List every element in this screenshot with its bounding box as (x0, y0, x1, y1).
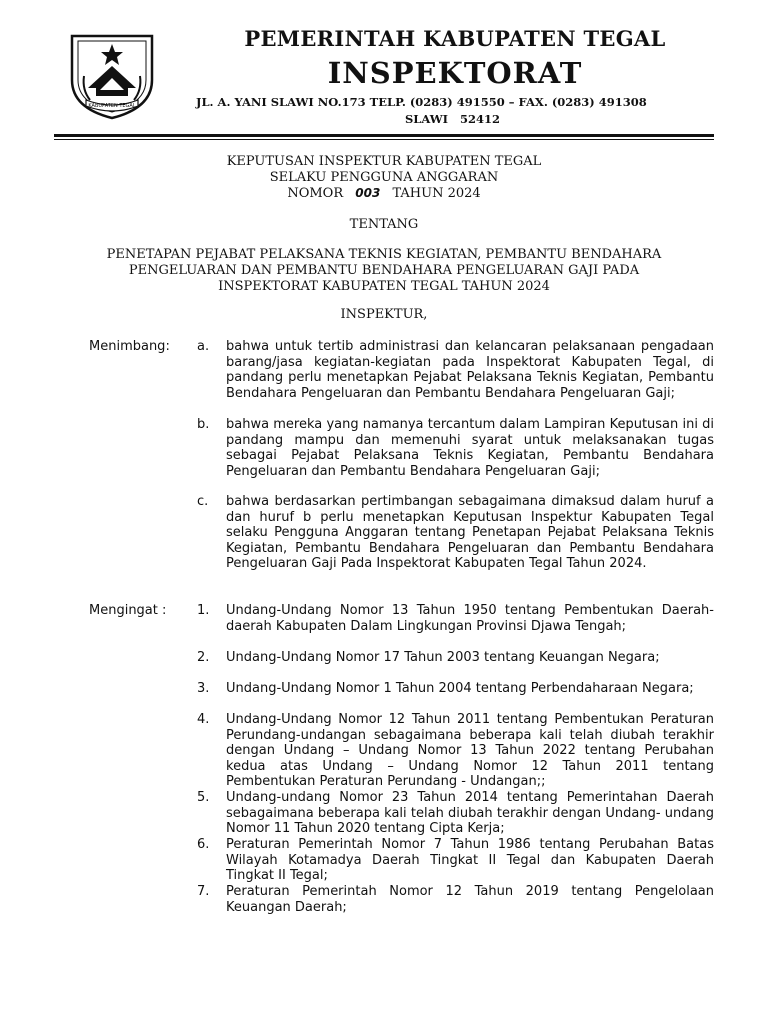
menimbang-item-a: bahwa untuk tertib administrasi dan kelancaran pelaksanaan pengadaan barang/jasa kegiatan-kegiatan pada Inspektorat Kabupaten Tegal, di pandang perlu menetapkan Pejabat Pelaksana Teknis Kegiatan, Pembantu Bendahara Pengeluaran dan Pembantu Bendahara Pengeluaran Gaji; (226, 339, 714, 401)
menimbang-item-b: bahwa mereka yang namanya tercantum dalam Lampiran Keputusan ini di pandang mampu dan memenuhi syarat untuk melaksanakan tugas sebagai Pejabat Pelaksana Teknis Kegiatan, Pembantu Bendahara Pengeluaran dan Pembantu Bendahara Pengeluaran Gaji; (226, 417, 714, 479)
letterhead-rule-thin (54, 139, 714, 140)
decree-title-line1: KEPUTUSAN INSPEKTUR KABUPATEN TEGAL (226, 154, 542, 169)
item-marker: 7. (197, 884, 210, 899)
mengingat-item-7: Peraturan Pemerintah Nomor 12 Tahun 2019 tentang Pengelolaan Keuangan Daerah; (226, 884, 714, 915)
kabupaten-tegal-emblem-icon (64, 30, 160, 122)
item-marker: 4. (197, 712, 210, 727)
item-marker: a. (197, 339, 210, 354)
subject-line: PENGELUARAN DAN PEMBANTU BENDAHARA PENGELUARAN GAJI PADA (128, 263, 640, 278)
item-marker: 1. (197, 603, 210, 618)
mengingat-item-3: Undang-Undang Nomor 1 Tahun 2004 tentang Perbendaharaan Negara; (226, 681, 694, 696)
mengingat-label: Mengingat : (89, 603, 167, 618)
item-marker: 2. (197, 650, 210, 665)
office-name: INSPEKTORAT (327, 56, 583, 90)
number-label: NOMOR (287, 186, 344, 201)
item-marker: 3. (197, 681, 210, 696)
decree-subject (54, 247, 714, 295)
item-marker: c. (197, 494, 209, 509)
decree-number (54, 185, 714, 202)
year-label: TAHUN 2024 (392, 186, 481, 201)
mengingat-item-2: Undang-Undang Nomor 17 Tahun 2003 tentang Keuangan Negara; (226, 650, 660, 665)
item-marker: 5. (197, 790, 210, 805)
number-value: 003 (355, 186, 381, 200)
menimbang-label: Menimbang: (89, 339, 170, 354)
mengingat-item-1: Undang-Undang Nomor 13 Tahun 1950 tentang Pembentukan Daerah-daerah Kabupaten Dalam Lingkungan Provinsi Djawa Tengah; (226, 603, 714, 634)
decree-title-line2: SELAKU PENGGUNA ANGGARAN (269, 170, 499, 185)
government-name: PEMERINTAH KABUPATEN TEGAL (244, 26, 666, 51)
office-address: JL. A. YANI SLAWI NO.173 TELP. (0283) 491550 – FAX. (0283) 491308 (196, 95, 647, 109)
mengingat-item-6: Peraturan Pemerintah Nomor 7 Tahun 1986 tentang Perubahan Batas Wilayah Kotamadya Daerah Tingkat II Tegal dan Kabupaten Daerah Tingkat II Tegal; (226, 837, 714, 884)
item-marker: 6. (197, 837, 210, 852)
mengingat-item-4: Undang-Undang Nomor 12 Tahun 2011 tentang Pembentukan Peraturan Perundang-undangan sebagaimana beberapa kali telah diubah terakhir dengan Undang – Undang Nomor 13 Tahun 2022 tentang Perubahan kedua atas Undang – Undang Nomor 12 Tahun 2011 tentang Pembentukan Peraturan Perundang - Undangan;; (226, 712, 714, 790)
item-marker: b. (197, 417, 210, 432)
subject-line: INSPEKTORAT KABUPATEN TEGAL TAHUN 2024 (218, 279, 550, 294)
menimbang-item-c: bahwa berdasarkan pertimbangan sebagaimana dimaksud dalam huruf a dan huruf b perlu menetapkan Keputusan Inspektur Kabupaten Tegal selaku Pengguna Anggaran tentang Penetapan Pejabat Pelaksana Teknis Kegiatan, Pembantu Bendahara Pengeluaran dan Pembantu Bendahara Pengeluaran Gaji Pada Inspektorat Kabupaten Tegal Tahun 2024. (226, 494, 714, 572)
office-city: SLAWI 52412 (405, 112, 501, 126)
tentang-heading: TENTANG (349, 217, 419, 232)
inspektur-heading: INSPEKTUR, (340, 307, 428, 322)
subject-line: PENETAPAN PEJABAT PELAKSANA TEKNIS KEGIATAN, PEMBANTU BENDAHARA (106, 247, 662, 262)
mengingat-item-5: Undang-undang Nomor 23 Tahun 2014 tentang Pemerintahan Daerah sebagaimana beberapa kali telah diubah terakhir dengan Undang- undang Nomor 11 Tahun 2020 tentang Cipta Kerja; (226, 790, 714, 837)
letterhead-rule-thick (54, 134, 714, 137)
logo-text: KABUPATEN TEGAL (88, 103, 136, 109)
